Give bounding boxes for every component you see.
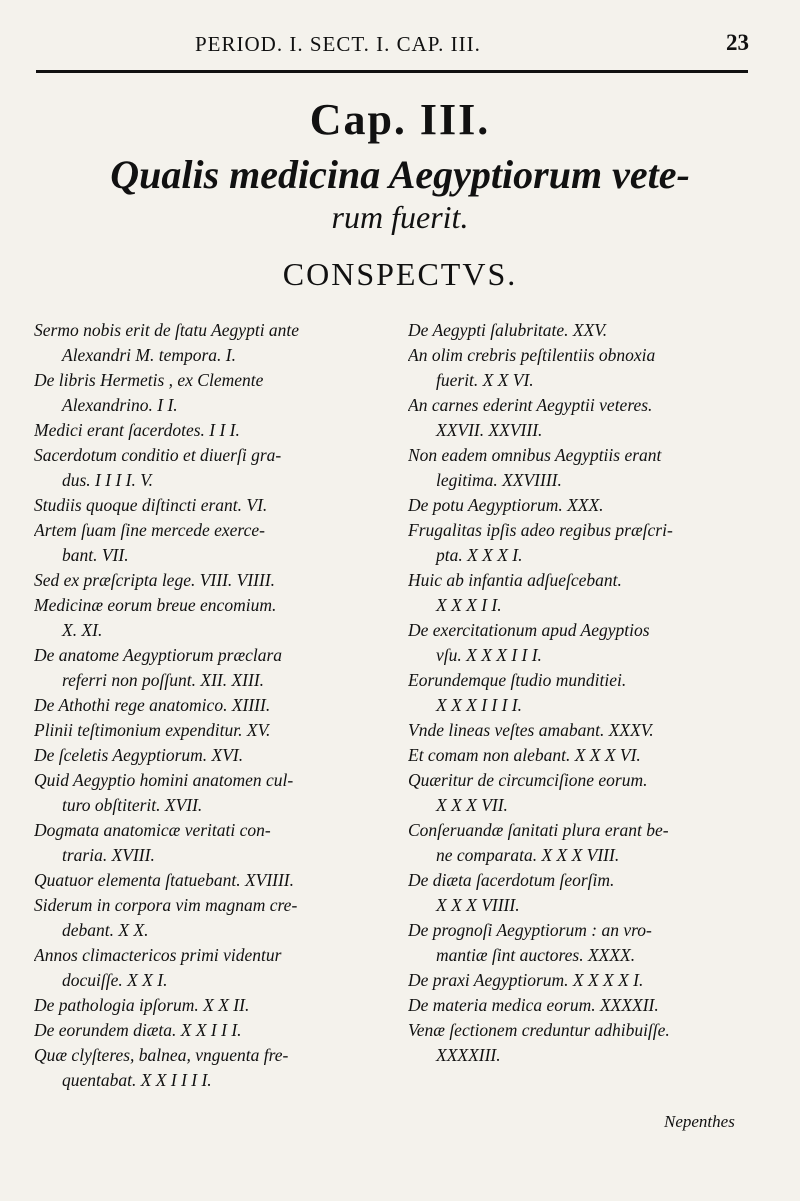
conspectus-heading: CONSPECTVS.	[282, 256, 518, 292]
chapter-title-line-1: Qualis medicina Aegyptiorum vete-	[110, 152, 690, 197]
entry-line: De eorundem diæta. X X I I I.	[34, 1020, 242, 1040]
contents-entry	[34, 368, 399, 418]
contents-entry	[408, 343, 768, 393]
entry-line: Sed ex præſcripta lege. VIII. VIIII.	[34, 570, 276, 590]
entry-line: De diæta ſacerdotum ſeorſim.	[408, 870, 615, 890]
entry-line: De pathologia ipſorum. X X II.	[34, 995, 250, 1015]
entry-line: X X X VII.	[436, 795, 508, 815]
contents-entry	[34, 1018, 399, 1043]
running-title: PERIOD. I. SECT. I. CAP. III.	[195, 32, 481, 56]
entry-line: quentabat. X X I I I I.	[62, 1070, 212, 1090]
contents-entry	[408, 668, 768, 718]
right-column	[408, 318, 768, 1068]
contents-entry	[408, 493, 768, 518]
entry-line: De prognoſi Aegyptiorum : an vro-	[408, 920, 652, 940]
running-head	[0, 28, 800, 64]
entry-line: Huic ab infantia adſueſcebant.	[408, 570, 622, 590]
entry-line: De exercitationum apud Aegyptios	[408, 620, 650, 640]
entry-line: De Athothi rege anatomico. XIIII.	[34, 695, 271, 715]
entry-line: De libris Hermetis , ex Clemente	[34, 370, 264, 390]
catchword: Nepenthes	[664, 1112, 735, 1131]
contents-entry	[34, 768, 399, 818]
entry-line: Alexandri M. tempora. I.	[62, 345, 236, 365]
contents-entry	[408, 868, 768, 918]
entry-line: Sermo nobis erit de ſtatu Aegypti ante	[34, 320, 300, 340]
entry-line: Studiis quoque diſtincti erant. VI.	[34, 495, 268, 515]
contents-entry	[34, 943, 399, 993]
contents-entry	[34, 643, 399, 693]
entry-line: Et comam non alebant. X X X VI.	[408, 745, 641, 765]
entry-line: Alexandrino. I I.	[62, 395, 178, 415]
entry-line: Non eadem omnibus Aegyptiis erant	[408, 445, 662, 465]
entry-line: vſu. X X X I I I.	[436, 645, 542, 665]
entry-line: Venæ ſectionem creduntur adhibuiſſe.	[408, 1020, 670, 1040]
entry-line: turo obſtiterit. XVII.	[62, 795, 203, 815]
contents-entry	[408, 618, 768, 668]
contents-entry	[408, 968, 768, 993]
entry-line: De anatome Aegyptiorum præclara	[34, 645, 283, 665]
contents-entry	[34, 818, 399, 868]
entry-line: Eorundemque ſtudio munditiei.	[408, 670, 627, 690]
contents-entry	[34, 993, 399, 1018]
entry-line: Quatuor elementa ſtatuebant. XVIIII.	[34, 870, 295, 890]
entry-line: De potu Aegyptiorum. XXX.	[408, 495, 604, 515]
entry-line: Vnde lineas veſtes amabant. XXXV.	[408, 720, 654, 740]
entry-line: bant. VII.	[62, 545, 129, 565]
entry-line: Medicinæ eorum breue encomium.	[34, 595, 277, 615]
entry-line: Conſeruandæ ſanitati plura erant be-	[408, 820, 669, 840]
contents-entry	[408, 918, 768, 968]
entry-line: dus. I I I I. V.	[62, 470, 154, 490]
contents-entry	[408, 818, 768, 868]
entry-line: ne comparata. X X X VIII.	[436, 845, 620, 865]
left-column	[34, 318, 399, 1093]
chapter-heading: Cap. III.	[309, 95, 491, 144]
entry-line: An carnes ederint Aegyptii veteres.	[408, 395, 653, 415]
header-rule	[36, 70, 748, 73]
entry-line: X X X I I I I.	[436, 695, 523, 715]
contents-entry	[34, 418, 399, 443]
contents-entry	[34, 443, 399, 493]
entry-line: De Aegypti ſalubritate. XXV.	[408, 320, 608, 340]
entry-line: Quæ clyſteres, balnea, vnguenta fre-	[34, 1045, 289, 1065]
contents-entry	[34, 1043, 399, 1093]
contents-entry	[34, 893, 399, 943]
entry-line: Quæritur de circumciſione eorum.	[408, 770, 648, 790]
contents-entry	[408, 768, 768, 818]
contents-entry	[34, 493, 399, 518]
contents-entry	[408, 993, 768, 1018]
entry-line: De materia medica eorum. XXXXII.	[408, 995, 659, 1015]
entry-line: Dogmata anatomicæ veritati con-	[34, 820, 271, 840]
contents-entry	[408, 443, 768, 493]
contents-entry	[34, 743, 399, 768]
contents-entry	[408, 1018, 768, 1068]
contents-entry	[34, 593, 399, 643]
contents-entry	[34, 568, 399, 593]
contents-entry	[34, 693, 399, 718]
contents-entry	[34, 518, 399, 568]
entry-line: XXXXIII.	[436, 1045, 501, 1065]
entry-line: mantiæ ſint auctores. XXXX.	[436, 945, 636, 965]
entry-line: X X X I I.	[436, 595, 502, 615]
contents-entry	[408, 318, 768, 343]
entry-line: XXVII. XXVIII.	[436, 420, 543, 440]
contents-entry	[34, 868, 399, 893]
contents-entry	[408, 393, 768, 443]
entry-line: De ſceletis Aegyptiorum. XVI.	[34, 745, 244, 765]
entry-line: Annos climactericos primi videntur	[34, 945, 282, 965]
entry-line: X. XI.	[62, 620, 103, 640]
entry-line: debant. X X.	[62, 920, 149, 940]
contents-entry	[408, 568, 768, 618]
entry-line: docuiſſe. X X I.	[62, 970, 168, 990]
entry-line: traria. XVIII.	[62, 845, 155, 865]
chapter-title	[40, 152, 760, 240]
contents-entry	[34, 318, 399, 368]
contents-entry	[408, 743, 768, 768]
entry-line: An olim crebris peſtilentiis obnoxia	[408, 345, 656, 365]
entry-line: fuerit. X X VI.	[436, 370, 534, 390]
entry-line: referri non poſſunt. XII. XIII.	[62, 670, 265, 690]
chapter-title-line-2: rum fuerit.	[331, 199, 469, 235]
entry-line: Siderum in corpora vim magnam cre-	[34, 895, 298, 915]
entry-line: legitima. XXVIIII.	[436, 470, 562, 490]
contents-entry	[408, 518, 768, 568]
entry-line: Medici erant ſacerdotes. I I I.	[34, 420, 240, 440]
entry-line: De praxi Aegyptiorum. X X X X I.	[408, 970, 644, 990]
entry-line: pta. X X X I.	[436, 545, 523, 565]
entry-line: Quid Aegyptio homini anatomen cul-	[34, 770, 294, 790]
contents-entry	[408, 718, 768, 743]
entry-line: Frugalitas ipſis adeo regibus præſcri-	[408, 520, 673, 540]
page-number: 23	[726, 30, 749, 55]
contents-entry	[34, 718, 399, 743]
entry-line: Plinii teſtimonium expenditur. XV.	[34, 720, 271, 740]
entry-line: Sacerdotum conditio et diuerſi gra-	[34, 445, 282, 465]
entry-line: X X X VIIII.	[436, 895, 520, 915]
entry-line: Artem ſuam ſine mercede exerce-	[34, 520, 265, 540]
